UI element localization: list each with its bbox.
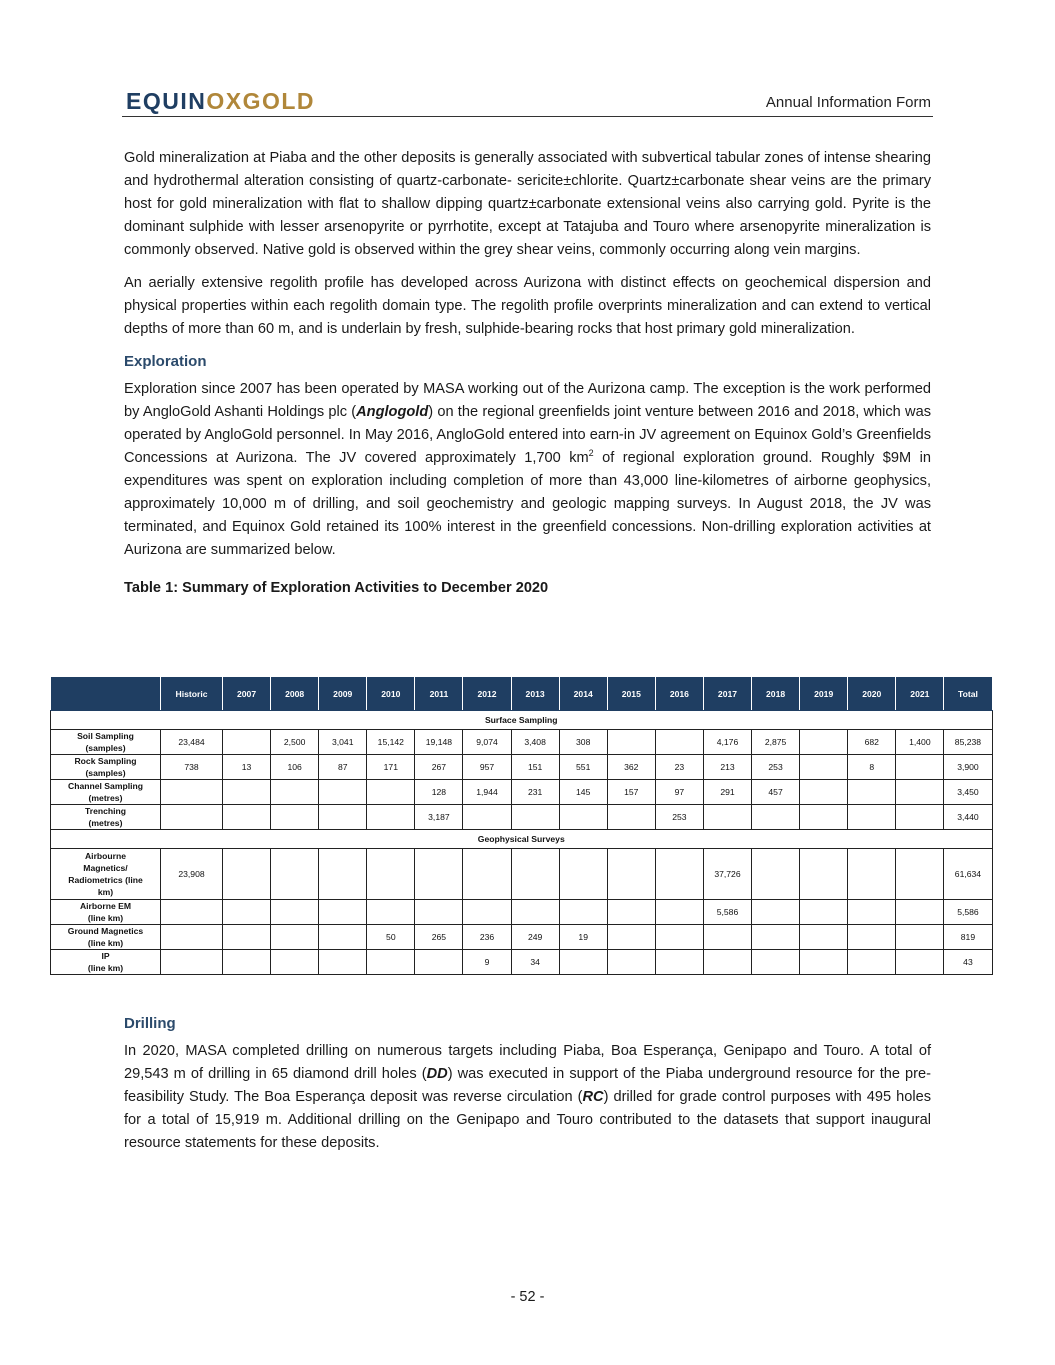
table-cell (752, 805, 800, 830)
table-cell (463, 805, 511, 830)
table-cell: 171 (367, 755, 415, 780)
table-cell: 87 (319, 755, 367, 780)
table-cell (319, 950, 367, 975)
table-cell (223, 849, 271, 900)
table-cell (559, 950, 607, 975)
table-row (51, 849, 993, 900)
table-cell (367, 950, 415, 975)
paragraph-regolith: An aerially extensive regolith profile has developed across Aurizona with distinct effects on geochemical dispersion and physical properties within each regolith domain type. The regolith profile overprints mineralization and can extend to vertical depths of more than 60 m, and is underlain by fresh, sulphide-bearing rocks that host primary gold mineralization. (124, 275, 931, 337)
table-cell (896, 805, 944, 830)
drilling-heading: Drilling (124, 1015, 176, 1032)
table-cell (367, 900, 415, 925)
table-cell (559, 900, 607, 925)
column-header: 2017 (703, 677, 751, 711)
table-cell (800, 780, 848, 805)
table-cell: 265 (415, 925, 463, 950)
table-cell: 9 (463, 950, 511, 975)
column-header: 2021 (896, 677, 944, 711)
table-cell: 128 (415, 780, 463, 805)
row-label-line: Trenching (84, 806, 127, 816)
table-cell (800, 805, 848, 830)
row-label-line: (samples) (85, 768, 126, 778)
table-cell (223, 730, 271, 755)
table-cell: 291 (703, 780, 751, 805)
table-cell (896, 755, 944, 780)
table-cell: 23,484 (161, 730, 223, 755)
row-label (51, 900, 161, 925)
paragraph-mineralization: Gold mineralization at Piaba and the other deposits is generally associated with subvertical tabular zones of intense shearing and hydrothermal alteration consisting of quartz-carbonate- sericite±chlorite. Quartz±carbonate shear veins are the primary host for gold mineralization with flat to shallow dipping quartz±carbonate extensional veins also carrying gold. Pyrite is the dominant sulphide with lesser arsenopyrite or pyrrhotite, except at Tatajuba and Touro where arsenopyrite mineralization is commonly observed. Native gold is observed within the grey shear veins, commonly occurring along vein margins. (124, 150, 931, 258)
table-cell: 19,148 (415, 730, 463, 755)
table-cell: 3,440 (944, 805, 992, 830)
table-cell: 231 (511, 780, 559, 805)
table-cell (752, 900, 800, 925)
table-cell: 457 (752, 780, 800, 805)
table-cell (607, 900, 655, 925)
table-row (51, 950, 993, 975)
table-cell: 13 (223, 755, 271, 780)
table-cell (319, 900, 367, 925)
table-cell: 85,238 (944, 730, 992, 755)
table-cell: 5,586 (944, 900, 992, 925)
row-label-line: (samples) (85, 743, 126, 753)
table-cell (271, 925, 319, 950)
group-row (51, 711, 993, 730)
table-cell: 61,634 (944, 849, 992, 900)
row-label-line: Airborne EM (79, 901, 132, 911)
table-cell (848, 925, 896, 950)
table-cell (848, 900, 896, 925)
table-cell (800, 950, 848, 975)
row-label-line: Ground Magnetics (67, 926, 144, 936)
table-row (51, 780, 993, 805)
row-label-line: (line km) (87, 913, 124, 923)
column-header: 2007 (223, 677, 271, 711)
exploration-table-wrapper (50, 676, 992, 975)
column-header: 2014 (559, 677, 607, 711)
column-header: 2015 (607, 677, 655, 711)
row-label-line: Radiometrics (line (68, 875, 143, 885)
table-cell (607, 950, 655, 975)
table-cell: 2,875 (752, 730, 800, 755)
table-cell: 3,041 (319, 730, 367, 755)
row-label-line: (line km) (87, 938, 124, 948)
group-label: Geophysical Surveys (51, 830, 993, 849)
table-cell (800, 755, 848, 780)
table-cell (223, 925, 271, 950)
table-cell (607, 925, 655, 950)
page-number: - 52 - (510, 1289, 545, 1305)
table-cell (896, 849, 944, 900)
table-cell: 253 (655, 805, 703, 830)
table-cell: 151 (511, 755, 559, 780)
table-cell (223, 900, 271, 925)
table-cell (752, 849, 800, 900)
table-cell: 308 (559, 730, 607, 755)
table-cell (896, 950, 944, 975)
table-cell (559, 849, 607, 900)
table-cell: 106 (271, 755, 319, 780)
table-cell (848, 950, 896, 975)
table-cell (703, 805, 751, 830)
table-cell (607, 805, 655, 830)
table-cell (703, 925, 751, 950)
table-row (51, 900, 993, 925)
table-cell (511, 805, 559, 830)
table-body (51, 711, 993, 975)
table-cell (896, 900, 944, 925)
table-cell: 8 (848, 755, 896, 780)
table-cell (703, 950, 751, 975)
row-label (51, 925, 161, 950)
table-cell: 34 (511, 950, 559, 975)
equinox-gold-logo: EQUINOXGOLD (126, 88, 316, 114)
table-cell (752, 925, 800, 950)
table-cell (848, 780, 896, 805)
table-cell (463, 900, 511, 925)
table-cell (223, 950, 271, 975)
table-cell (800, 925, 848, 950)
table-cell (800, 900, 848, 925)
table-row (51, 730, 993, 755)
table-cell (655, 849, 703, 900)
table-cell (463, 849, 511, 900)
table-cell (161, 805, 223, 830)
exploration-heading: Exploration (124, 353, 207, 370)
table-cell: 5,586 (703, 900, 751, 925)
table-cell: 3,187 (415, 805, 463, 830)
column-header: 2016 (655, 677, 703, 711)
table-cell: 267 (415, 755, 463, 780)
table-cell (655, 730, 703, 755)
table-cell: 249 (511, 925, 559, 950)
table-cell: 97 (655, 780, 703, 805)
table-cell (271, 780, 319, 805)
table-cell: 157 (607, 780, 655, 805)
row-label (51, 805, 161, 830)
row-label (51, 849, 161, 900)
table-cell (161, 925, 223, 950)
table-cell (367, 780, 415, 805)
column-header: Historic (161, 677, 223, 711)
table-cell (559, 805, 607, 830)
table-cell: 23 (655, 755, 703, 780)
row-label (51, 730, 161, 755)
table-cell (319, 805, 367, 830)
table-cell (319, 780, 367, 805)
table-cell (319, 849, 367, 900)
table-cell (223, 780, 271, 805)
table-cell: 4,176 (703, 730, 751, 755)
table-cell (511, 900, 559, 925)
table-cell: 145 (559, 780, 607, 805)
row-label-line: km) (97, 887, 114, 897)
table-cell: 253 (752, 755, 800, 780)
table-cell (271, 900, 319, 925)
row-label-line: Rock Sampling (74, 756, 137, 766)
table-cell: 1,944 (463, 780, 511, 805)
row-label-line: Soil Sampling (77, 731, 134, 741)
table-cell: 43 (944, 950, 992, 975)
table-cell (752, 950, 800, 975)
column-header: 2010 (367, 677, 415, 711)
table-cell (367, 805, 415, 830)
row-label (51, 755, 161, 780)
table-row (51, 805, 993, 830)
drilling-section (124, 1003, 931, 1165)
table-cell (161, 900, 223, 925)
paragraph-drilling: In 2020, MASA completed drilling on numerous targets including Piaba, Boa Esperança, Genipapo and Touro. A total of 29,543 m of drilling in 65 diamond drill holes (DD) was executed in support of the Piaba underground resource for the pre-feasibility Study. The Boa Esperança deposit was reverse circulation (RC) drilled for grade control purposes with 495 holes for a total of 15,919 m. Additional drilling on the Genipapo and Touro contributed to the datasets that support inaugural resource statements for these deposits. (124, 1043, 932, 1151)
table-cell: 1,400 (896, 730, 944, 755)
table-cell: 213 (703, 755, 751, 780)
table-row (51, 925, 993, 950)
column-header: 2020 (848, 677, 896, 711)
table-cell: 19 (559, 925, 607, 950)
table-cell (223, 805, 271, 830)
table-cell: 23,908 (161, 849, 223, 900)
table-header-row (51, 677, 993, 711)
table-cell (800, 730, 848, 755)
table-cell (896, 780, 944, 805)
table-cell: 551 (559, 755, 607, 780)
main-content (124, 147, 931, 602)
paragraph-exploration: Exploration since 2007 has been operated by MASA working out of the Aurizona camp. The exception is the work performed by AngloGold Ashanti Holdings plc (Anglogold) on the regional greenfields joint venture between 2016 and 2018, which was operated by AngloGold personnel. In May 2016, AngloGold entered into earn-in JV agreement on Equinox Gold’s Greenfields Concessions at Aurizona. The JV covered approximately 1,700 $km^2$ of regional exploration ground. Roughly $9M in expenditures was spent on exploration including completion of more than 43,000 line-kilometres of airborne geophysics, approximately 10,000 m of drilling, and soil geochemistry and geologic mapping surveys. In August 2018, the JV was terminated, and Equinox Gold retained its 100% interest in the greenfield concessions. Non-drilling exploration activities at Aurizona are summarized below. (124, 381, 931, 558)
table-cell (655, 925, 703, 950)
table-cell (655, 950, 703, 975)
row-label-line: Channel Sampling (68, 781, 143, 791)
row-label-line: (line km) (87, 963, 124, 973)
table-cell (848, 805, 896, 830)
table-cell (271, 805, 319, 830)
table-cell (367, 849, 415, 900)
group-row (51, 830, 993, 849)
table-cell (607, 730, 655, 755)
table-cell (800, 849, 848, 900)
table-cell: 3,408 (511, 730, 559, 755)
table-cell: 957 (463, 755, 511, 780)
column-header: 2009 (319, 677, 367, 711)
column-header: 2013 (511, 677, 559, 711)
table-caption: Table 1: Summary of Exploration Activities to December 2020 (124, 580, 549, 596)
table-cell: 3,450 (944, 780, 992, 805)
table-cell (415, 900, 463, 925)
table-cell (319, 925, 367, 950)
table-cell: 362 (607, 755, 655, 780)
column-header: 2008 (271, 677, 319, 711)
table-cell (415, 849, 463, 900)
table-cell: 15,142 (367, 730, 415, 755)
table-row (51, 755, 993, 780)
row-label (51, 780, 161, 805)
header-corner-cell (51, 677, 161, 711)
table-cell (655, 900, 703, 925)
page-header (122, 86, 933, 117)
column-header: Total (944, 677, 992, 711)
row-label (51, 950, 161, 975)
table-cell: 682 (848, 730, 896, 755)
table-cell: 3,900 (944, 755, 992, 780)
row-label-line: (metres) (88, 793, 123, 803)
table-cell (848, 849, 896, 900)
table-cell (271, 950, 319, 975)
row-label-line: Airbourne (84, 851, 127, 861)
document-title: Annual Information Form (765, 94, 931, 111)
table-cell: 50 (367, 925, 415, 950)
table-cell (161, 780, 223, 805)
table-cell: 37,726 (703, 849, 751, 900)
table-cell (896, 925, 944, 950)
row-label-line: (metres) (88, 818, 123, 828)
table-cell (607, 849, 655, 900)
column-header: 2011 (415, 677, 463, 711)
column-header: 2019 (800, 677, 848, 711)
column-header: 2012 (463, 677, 511, 711)
table-cell: 2,500 (271, 730, 319, 755)
row-label-line: Magnetics/ (83, 863, 128, 873)
group-label: Surface Sampling (51, 711, 993, 730)
row-label-line: IP (101, 951, 110, 961)
table-cell: 738 (161, 755, 223, 780)
table-cell (161, 950, 223, 975)
table-cell (511, 849, 559, 900)
table-cell (271, 849, 319, 900)
table-cell: 9,074 (463, 730, 511, 755)
exploration-activities-table (50, 676, 993, 975)
column-header: 2018 (752, 677, 800, 711)
table-cell (415, 950, 463, 975)
table-cell: 819 (944, 925, 992, 950)
table-cell: 236 (463, 925, 511, 950)
